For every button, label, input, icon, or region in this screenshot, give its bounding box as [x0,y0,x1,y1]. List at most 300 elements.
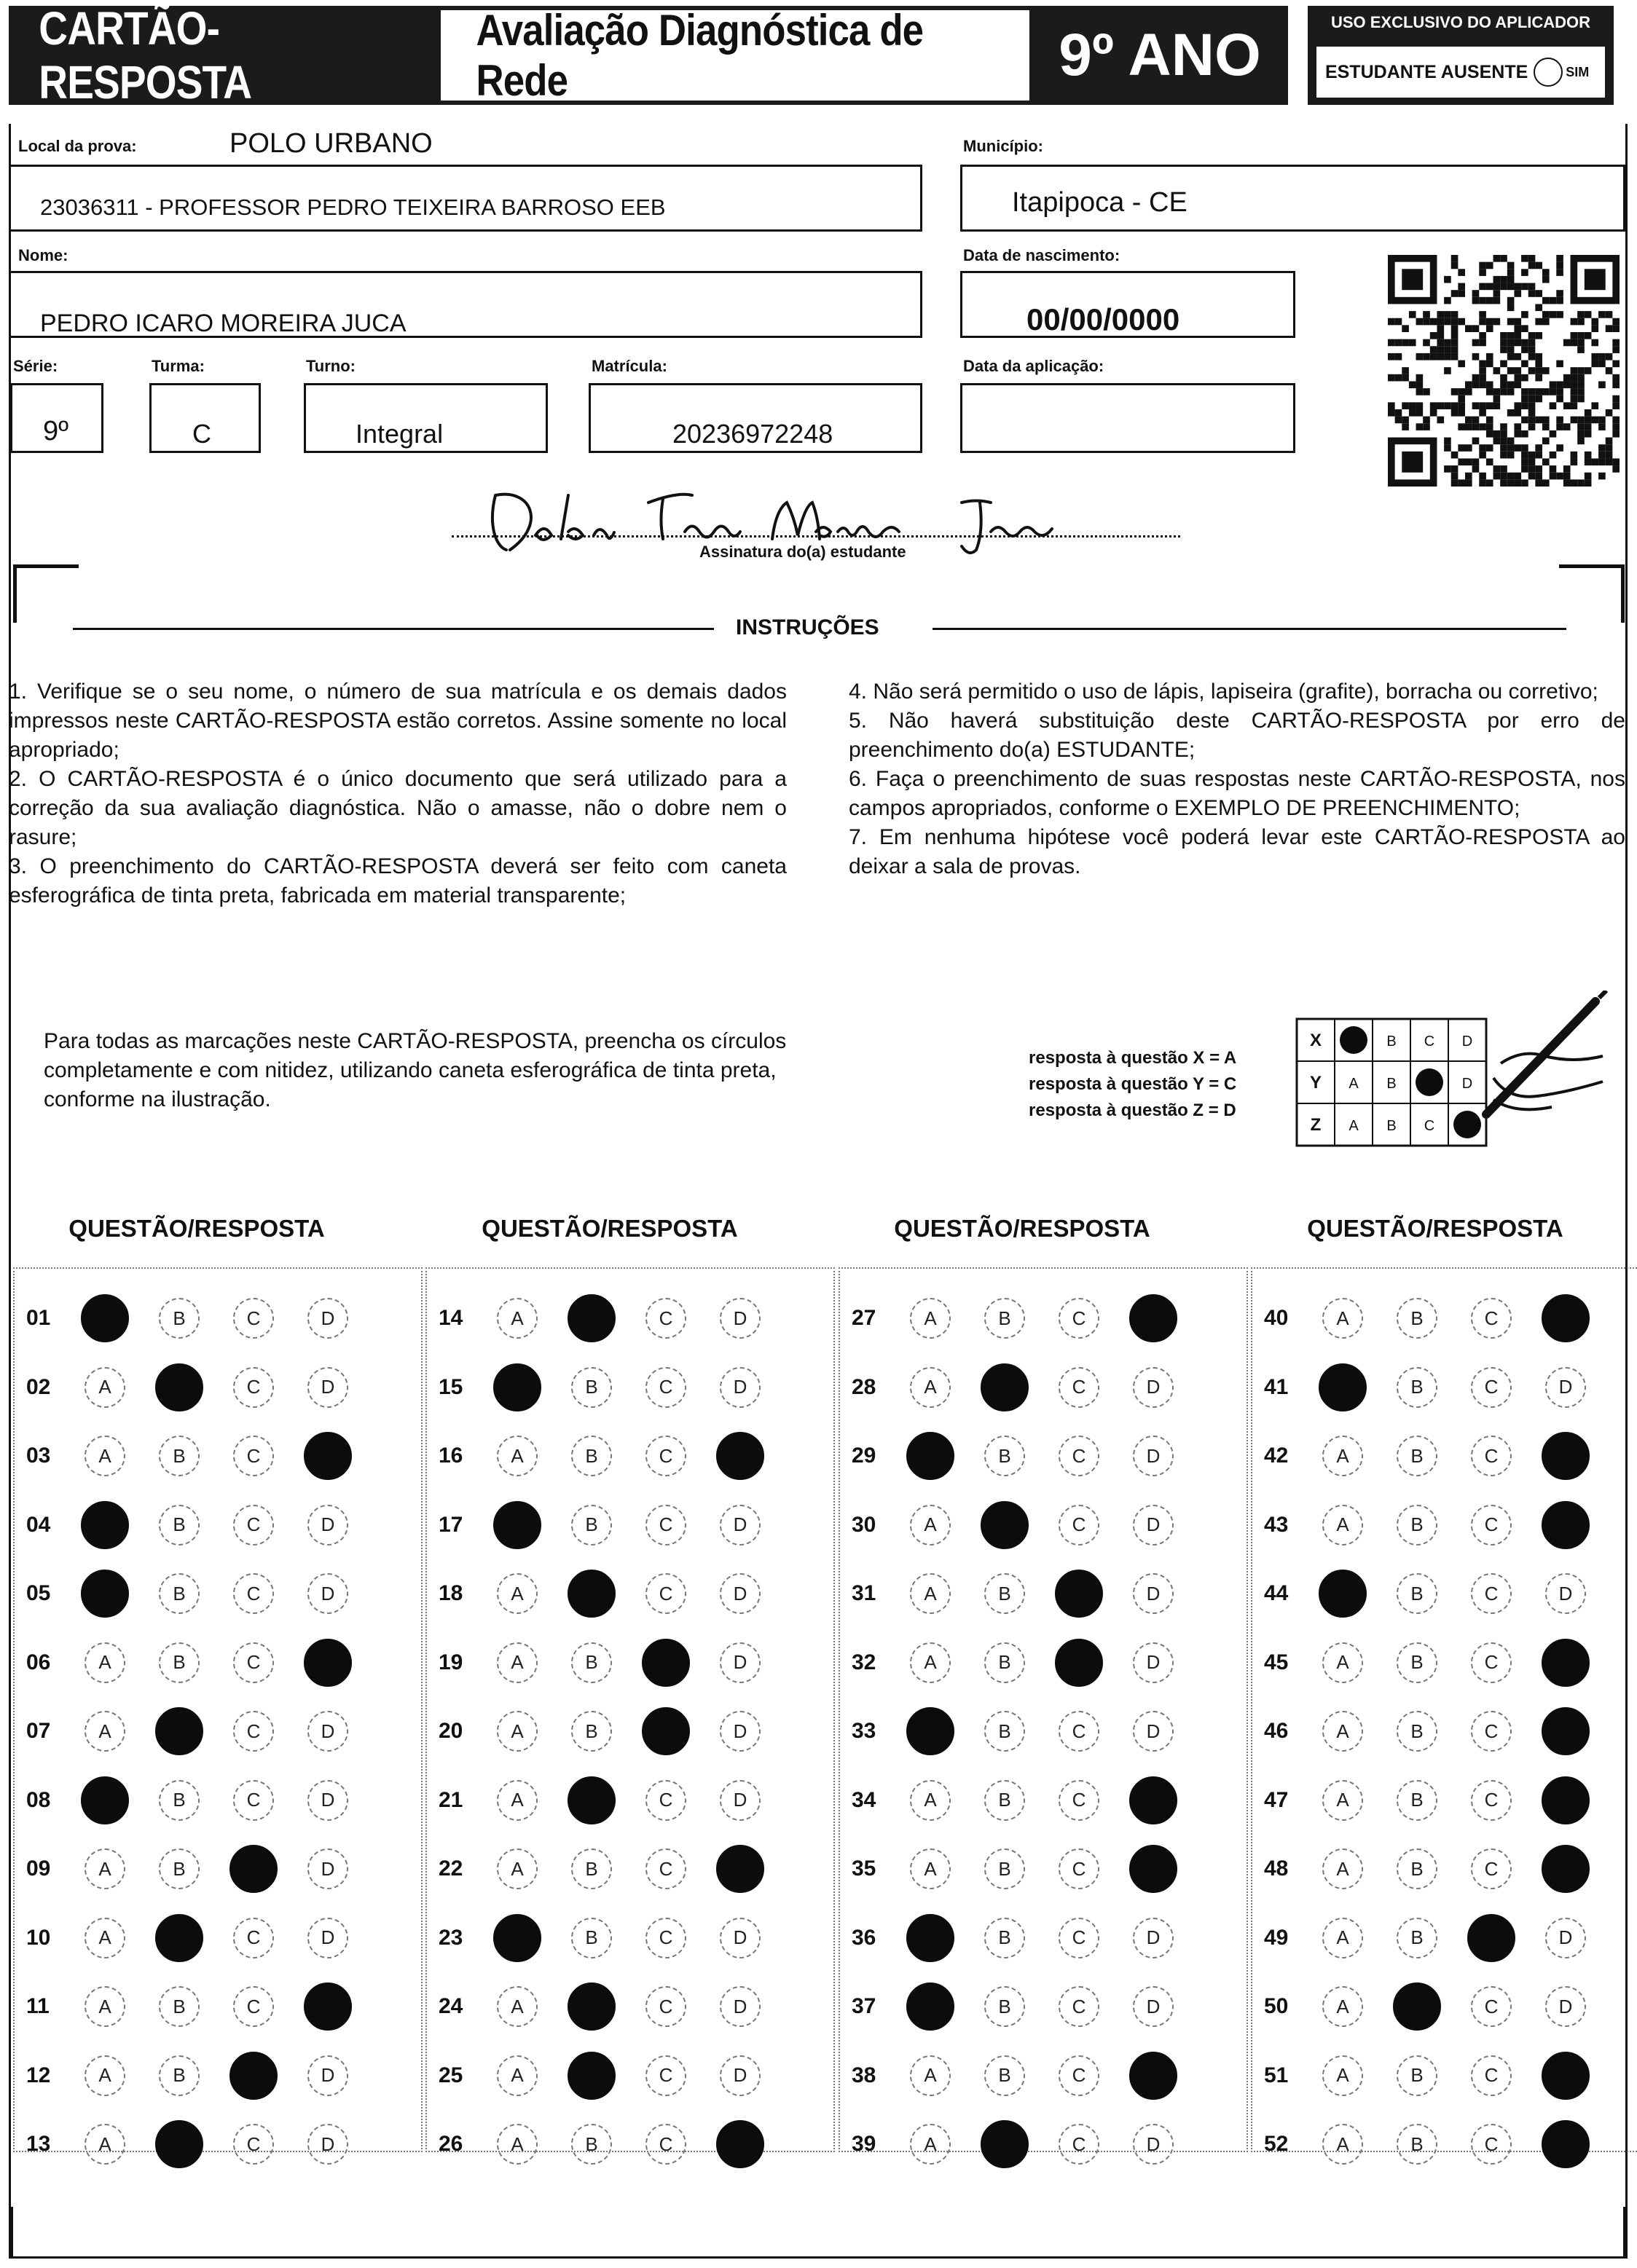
answer-bubble-c[interactable]: C [645,1986,686,2027]
answer-bubble-b[interactable]: B [1397,1711,1437,1752]
answer-bubble-c[interactable] [1055,1639,1103,1687]
answer-bubble-b[interactable]: B [1397,1848,1437,1889]
answer-bubble-b[interactable] [1393,1982,1441,2031]
answer-bubble-c[interactable]: C [645,1436,686,1476]
question-number: 09 [26,1856,51,1881]
aplicacao-field [960,383,1295,453]
answer-bubble-b[interactable]: B [159,1436,200,1476]
answer-bubble-a[interactable]: A [910,1642,951,1683]
answer-bubble-d[interactable]: D [307,1505,348,1546]
instruction-4: 4. Não será permitido o uso de lápis, lapiseira (grafite), borracha ou corretivo; [849,680,1598,704]
answer-bubble-c[interactable]: C [1471,2055,1512,2096]
answer-bubble-d[interactable] [1542,1639,1590,1687]
question-row-16 [430,1427,794,1485]
answer-bubble-a[interactable]: A [85,1986,125,2027]
answer-bubble-c[interactable]: C [1059,1436,1099,1476]
example-label-x: resposta à questão X = A [1029,1048,1237,1068]
answer-bubble-b[interactable]: B [159,1505,200,1546]
answer-bubble-c[interactable]: C [233,1505,274,1546]
question-number: 13 [26,2132,51,2156]
answer-bubble-a[interactable]: A [1322,1848,1363,1889]
answer-bubble-a[interactable]: A [497,1573,538,1614]
answers-title-4: QUESTÃO/RESPOSTA [1307,1215,1563,1242]
answer-bubble-c[interactable]: C [1471,1573,1512,1614]
answer-bubble-a[interactable]: A [1322,2055,1363,2096]
question-number: 07 [26,1719,51,1743]
answer-bubble-c[interactable]: C [645,1848,686,1889]
answer-bubble-d[interactable]: D [720,1918,761,1958]
local-label: Local da prova: [18,137,137,155]
example-option-label: C [1424,1118,1435,1134]
answer-bubble-b[interactable]: B [1397,2124,1437,2165]
answer-bubble-b[interactable]: B [984,1436,1025,1476]
answer-bubble-b[interactable] [155,1914,203,1962]
answer-bubble-a[interactable]: A [497,1780,538,1821]
answer-bubble-c[interactable]: C [1059,1505,1099,1546]
question-row-30 [843,1496,1207,1554]
answer-bubble-c[interactable]: C [645,1573,686,1614]
answer-bubble-b[interactable]: B [571,1436,612,1476]
answer-bubble-d[interactable]: D [1545,1986,1586,2027]
answer-bubble-b[interactable]: B [571,1505,612,1546]
answer-bubble-b[interactable]: B [984,1711,1025,1752]
question-row-15 [430,1358,794,1417]
answer-bubble-b[interactable]: B [984,2055,1025,2096]
answer-bubble-a[interactable] [81,1501,129,1549]
question-row-35 [843,1840,1207,1898]
answer-bubble-d[interactable]: D [307,2124,348,2165]
example-option-label: C [1424,1033,1435,1050]
question-number: 49 [1264,1925,1289,1950]
answer-bubble-c[interactable] [1467,1914,1515,1962]
question-number: 08 [26,1787,51,1812]
answer-bubble-c[interactable]: C [1471,1436,1512,1476]
answer-bubble-c[interactable] [642,1639,690,1687]
question-row-13 [17,2115,382,2173]
answer-bubble-a[interactable]: A [1322,1298,1363,1339]
answers-title-3: QUESTÃO/RESPOSTA [894,1215,1150,1242]
answer-bubble-b[interactable] [155,2120,203,2168]
answer-bubble-a[interactable]: A [1322,1918,1363,1958]
answer-bubble-d[interactable] [1129,2052,1177,2100]
answer-bubble-a[interactable]: A [497,1986,538,2027]
answer-bubble-d[interactable]: D [1133,1436,1174,1476]
answer-bubble-a[interactable]: A [85,1711,125,1752]
answer-bubble-b[interactable]: B [1397,2055,1437,2096]
answer-bubble-c[interactable]: C [1059,1986,1099,2027]
answer-bubble-a[interactable]: A [85,2055,125,2096]
answer-bubble-b[interactable] [568,1570,616,1618]
answer-bubble-c[interactable]: C [233,2124,274,2165]
answer-bubble-d[interactable] [1542,1501,1590,1549]
absent-label: ESTUDANTE AUSENTE [1325,61,1528,82]
answer-bubble-c[interactable]: C [645,1367,686,1408]
answer-bubble-d[interactable]: D [720,1986,761,2027]
answer-bubble-a[interactable]: A [1322,1436,1363,1476]
answer-bubble-c[interactable] [642,1707,690,1755]
answer-bubble-c[interactable]: C [1059,2055,1099,2096]
answer-bubble-b[interactable]: B [571,1918,612,1958]
answer-bubble-a[interactable]: A [85,1918,125,1958]
question-number: 22 [439,1856,463,1881]
question-number: 34 [852,1787,876,1812]
answer-bubble-d[interactable]: D [1133,1573,1174,1614]
answer-bubble-c[interactable]: C [1471,1848,1512,1889]
question-number: 04 [26,1512,51,1537]
answer-bubble-b[interactable]: B [1397,1367,1437,1408]
answer-bubble-a[interactable]: A [910,1573,951,1614]
question-number: 39 [852,2132,876,2156]
answer-bubble-c[interactable]: C [233,1711,274,1752]
card-title: CARTÃO-RESPOSTA [39,2,252,109]
answer-bubble-d[interactable] [1542,2120,1590,2168]
answer-bubble-b[interactable]: B [984,1298,1025,1339]
question-number: 24 [439,1994,463,2018]
answer-bubble-d[interactable]: D [1133,1642,1174,1683]
answer-bubble-c[interactable]: C [645,2124,686,2165]
answer-bubble-a[interactable] [493,1363,541,1411]
question-row-21 [430,1771,794,1830]
answer-bubble-b[interactable]: B [159,1986,200,2027]
answer-bubble-b[interactable] [981,1501,1029,1549]
answer-bubble-b[interactable] [568,1776,616,1824]
answer-bubble-a[interactable]: A [497,1642,538,1683]
answer-bubble-c[interactable]: C [233,1780,274,1821]
answer-bubble-b[interactable]: B [159,1298,200,1339]
answer-bubble-a[interactable] [493,1914,541,1962]
answer-bubble-c[interactable]: C [1471,1780,1512,1821]
answer-bubble-b[interactable]: B [984,1986,1025,2027]
answer-bubble-d[interactable] [304,1639,352,1687]
answer-bubble-b[interactable]: B [159,2055,200,2096]
answer-bubble-d[interactable]: D [720,1573,761,1614]
answer-bubble-b[interactable]: B [571,2124,612,2165]
qr-code [1388,255,1620,487]
answer-bubble-c[interactable] [229,1845,278,1893]
evaluation-title-text: Avaliação Diagnóstica de Rede [476,6,924,105]
answer-bubble-d[interactable]: D [1545,1367,1586,1408]
answer-bubble-d[interactable]: D [307,1918,348,1958]
answer-bubble-a[interactable] [906,1914,954,1962]
answer-bubble-d[interactable]: D [1133,2124,1174,2165]
answer-bubble-b[interactable] [155,1707,203,1755]
matricula-label: Matrícula: [592,357,667,375]
question-number: 29 [852,1444,876,1468]
answer-bubble-a[interactable]: A [1322,1642,1363,1683]
answer-bubble-a[interactable]: A [1322,1505,1363,1546]
answer-bubble-a[interactable] [493,1501,541,1549]
answer-bubble-c[interactable]: C [1059,1848,1099,1889]
answer-bubble-c[interactable]: C [1471,1367,1512,1408]
answer-bubble-c[interactable]: C [1471,2124,1512,2165]
answer-bubble-a[interactable] [81,1776,129,1824]
answer-bubble-a[interactable]: A [1322,1986,1363,2027]
question-number: 31 [852,1581,876,1605]
question-number: 43 [1264,1512,1289,1537]
corner-top-left [13,564,79,623]
answer-bubble-d[interactable] [1129,1845,1177,1893]
answer-bubble-b[interactable]: B [159,1848,200,1889]
answer-bubble-b[interactable]: B [1397,1780,1437,1821]
answer-bubble-d[interactable]: D [1545,1918,1586,1958]
answer-bubble-d[interactable]: D [1133,1986,1174,2027]
answer-bubble-d[interactable]: D [307,1780,348,1821]
turma-label: Turma: [152,357,205,375]
answer-bubble-d[interactable]: D [720,1780,761,1821]
answer-bubble-a[interactable]: A [85,1848,125,1889]
answer-bubble-d[interactable]: D [1133,1367,1174,1408]
instructions-left [9,677,787,910]
evaluation-title [441,6,1029,105]
question-number: 19 [439,1650,463,1674]
answer-bubble-d[interactable]: D [307,1711,348,1752]
answer-bubble-a[interactable] [906,1707,954,1755]
answer-bubble-a[interactable]: A [910,1848,951,1889]
answer-bubble-a[interactable]: A [85,1642,125,1683]
answer-bubble-c[interactable]: C [1059,1367,1099,1408]
answer-bubble-c[interactable]: C [645,1918,686,1958]
answer-bubble-b[interactable]: B [1397,1642,1437,1683]
instruction-2: 2. O CARTÃO-RESPOSTA é o único documento que será utilizado para a correção da sua avaliação diagnóstica. Não o amasse, não o dobre nem o rasure; [9,767,787,849]
answer-bubble-d[interactable] [1542,1432,1590,1480]
answer-bubble-b[interactable]: B [984,1642,1025,1683]
answer-bubble-a[interactable]: A [497,1711,538,1752]
answer-bubble-d[interactable]: D [307,1367,348,1408]
nascimento-label: Data de nascimento: [963,246,1120,264]
answer-bubble-b[interactable]: B [984,1573,1025,1614]
question-number: 05 [26,1581,51,1605]
answer-bubble-b[interactable]: B [1397,1436,1437,1476]
answer-bubble-c[interactable]: C [1471,1642,1512,1683]
answer-bubble-d[interactable]: D [720,1642,761,1683]
answer-bubble-c[interactable]: C [1059,1298,1099,1339]
answer-bubble-d[interactable]: D [720,1298,761,1339]
question-row-31 [843,1564,1207,1623]
answer-bubble-a[interactable]: A [910,1505,951,1546]
answer-bubble-b[interactable]: B [571,1367,612,1408]
example-labels [1029,1045,1236,1124]
answer-bubble-b[interactable] [568,1982,616,2031]
question-row-47 [1255,1771,1620,1830]
answer-bubble-d[interactable]: D [720,1367,761,1408]
answer-bubble-b[interactable]: B [159,1780,200,1821]
instruction-1: 1. Verifique se o seu nome, o número de sua matrícula e os demais dados impressos neste CARTÃO-RESPOSTA estão corretos. Assine somente no local apropriado; [9,680,787,762]
answer-bubble-c[interactable]: C [645,2055,686,2096]
bottom-rule [9,2256,1628,2259]
absent-bubble[interactable] [1534,58,1563,87]
answer-bubble-d[interactable]: D [1133,1918,1174,1958]
answer-bubble-a[interactable]: A [910,2124,951,2165]
answer-bubble-a[interactable]: A [85,1436,125,1476]
question-number: 14 [439,1306,463,1330]
corner-bottom-right [1623,2207,1628,2258]
answer-bubble-b[interactable]: B [159,1573,200,1614]
answer-bubble-a[interactable]: A [497,1298,538,1339]
question-row-23 [430,1909,794,1967]
answer-bubble-b[interactable]: B [159,1642,200,1683]
answer-bubble-a[interactable]: A [910,1780,951,1821]
answer-bubble-a[interactable] [906,1982,954,2031]
answer-bubble-a[interactable]: A [910,1367,951,1408]
answer-bubble-c[interactable]: C [1471,1986,1512,2027]
question-row-41 [1255,1358,1620,1417]
question-number: 47 [1264,1787,1289,1812]
question-number: 21 [439,1787,463,1812]
answer-bubble-b[interactable]: B [984,1918,1025,1958]
example-option-label: B [1386,1118,1397,1134]
answer-bubble-c[interactable]: C [1059,2124,1099,2165]
answer-bubble-b[interactable] [981,1363,1029,1411]
question-row-22 [430,1840,794,1898]
answer-bubble-a[interactable]: A [85,2124,125,2165]
answer-bubble-a[interactable]: A [1322,2124,1363,2165]
answer-bubble-a[interactable] [81,1570,129,1618]
answer-bubble-b[interactable] [568,2052,616,2100]
answer-bubble-d[interactable]: D [720,2055,761,2096]
question-row-29 [843,1427,1207,1485]
answer-bubble-c[interactable]: C [1059,1711,1099,1752]
question-row-27 [843,1289,1207,1347]
fill-instructions: Para todas as marcações neste CARTÃO-RESPOSTA, preencha os círculos completamente e com nitidez, utilizando caneta esferográfica de tinta preta, conforme na ilustração. [44,1029,787,1111]
question-row-14 [430,1289,794,1347]
answer-bubble-b[interactable]: B [571,1642,612,1683]
question-row-46 [1255,1702,1620,1760]
answer-bubble-d[interactable] [1542,1707,1590,1755]
answer-bubble-a[interactable]: A [1322,1780,1363,1821]
answer-bubble-a[interactable] [1319,1570,1367,1618]
answer-bubble-b[interactable]: B [1397,1505,1437,1546]
answer-bubble-b[interactable]: B [1397,1918,1437,1958]
answer-bubble-c[interactable] [1055,1570,1103,1618]
answer-bubble-c[interactable]: C [645,1298,686,1339]
answer-bubble-a[interactable] [81,1294,129,1342]
answer-bubble-d[interactable] [716,2120,764,2168]
answer-bubble-c[interactable]: C [233,1986,274,2027]
answer-bubble-d[interactable] [1129,1294,1177,1342]
answer-bubble-b[interactable]: B [984,1848,1025,1889]
question-row-48 [1255,1840,1620,1898]
answer-bubble-d[interactable] [1129,1776,1177,1824]
question-number: 15 [439,1374,463,1399]
answer-bubble-d[interactable]: D [307,2055,348,2096]
answer-bubble-b[interactable]: B [984,1780,1025,1821]
pen-hand-illustration [1450,991,1632,1136]
answer-bubble-a[interactable]: A [1322,1711,1363,1752]
answer-bubble-d[interactable] [304,1982,352,2031]
question-row-40 [1255,1289,1620,1347]
answer-bubble-d[interactable] [1542,2052,1590,2100]
answer-bubble-b[interactable] [568,1294,616,1342]
answer-bubble-a[interactable]: A [910,1298,951,1339]
answer-bubble-c[interactable]: C [645,1780,686,1821]
example-option-label: D [1461,1033,1473,1050]
answer-bubble-c[interactable]: C [233,1298,274,1339]
answer-bubble-d[interactable]: D [720,1711,761,1752]
answer-bubble-c[interactable]: C [1471,1298,1512,1339]
answer-bubble-c[interactable]: C [1059,1918,1099,1958]
example-option-label: B [1386,1076,1397,1092]
turno-value: Integral [356,419,444,449]
answer-bubble-c[interactable]: C [1471,1711,1512,1752]
answer-bubble-c[interactable]: C [233,1642,274,1683]
answer-bubble-d[interactable] [1542,1294,1590,1342]
answer-bubble-b[interactable]: B [571,1711,612,1752]
nascimento-value: 00/00/0000 [1026,302,1180,336]
answer-bubble-c[interactable]: C [233,1573,274,1614]
question-row-10 [17,1909,382,1967]
school-value: 23036311 - PROFESSOR PEDRO TEIXEIRA BARROSO EEB [40,194,666,220]
question-number: 32 [852,1650,876,1674]
answer-bubble-b[interactable] [155,1363,203,1411]
question-row-17 [430,1496,794,1554]
answer-bubble-d[interactable]: D [307,1298,348,1339]
question-row-20 [430,1702,794,1760]
answer-bubble-c[interactable]: C [1471,1505,1512,1546]
answer-bubble-a[interactable]: A [497,1848,538,1889]
question-row-09 [17,1840,382,1898]
question-row-07 [17,1702,382,1760]
answer-bubble-b[interactable]: B [571,1848,612,1889]
answer-bubble-d[interactable]: D [1133,1505,1174,1546]
answer-bubble-d[interactable] [716,1845,764,1893]
question-number: 06 [26,1650,51,1674]
answer-bubble-b[interactable] [981,2120,1029,2168]
answer-bubble-c[interactable]: C [233,1436,274,1476]
turma-field [149,383,261,453]
question-row-38 [843,2047,1207,2105]
serie-label: Série: [13,357,58,375]
answer-bubble-c[interactable]: C [645,1505,686,1546]
answer-bubble-c[interactable]: C [233,1918,274,1958]
answer-bubble-a[interactable]: A [85,1367,125,1408]
answer-bubble-d[interactable] [1542,1776,1590,1824]
question-number: 48 [1264,1856,1289,1881]
answer-bubble-d[interactable] [716,1432,764,1480]
answer-bubble-a[interactable]: A [910,2055,951,2096]
answers-title-2: QUESTÃO/RESPOSTA [482,1215,738,1242]
answer-bubble-a[interactable]: A [497,2124,538,2165]
applicator-box [1308,6,1614,105]
answer-bubble-a[interactable]: A [497,1436,538,1476]
corner-top-right [1559,564,1625,623]
instruction-6: 6. Faça o preenchimento de suas respostas neste CARTÃO-RESPOSTA, nos campos apropriados, conforme o EXEMPLO DE PREENCHIMENTO; [849,767,1625,820]
answer-bubble-d[interactable]: D [1133,1711,1174,1752]
example-question-label: X [1309,1031,1322,1050]
answer-bubble-c[interactable]: C [233,1367,274,1408]
answer-bubble-c[interactable] [229,2052,278,2100]
answer-bubble-c[interactable]: C [1059,1780,1099,1821]
answer-bubble-d[interactable]: D [307,1848,348,1889]
question-number: 12 [26,2063,51,2087]
answer-bubble-b[interactable]: B [1397,1298,1437,1339]
answer-bubble-a[interactable] [906,1432,954,1480]
nascimento-field [960,271,1295,338]
question-number: 50 [1264,1994,1289,2018]
answer-bubble-d[interactable] [1542,1845,1590,1893]
answer-bubble-d[interactable]: D [720,1505,761,1546]
question-row-19 [430,1634,794,1692]
answer-bubble-d[interactable]: D [307,1573,348,1614]
nome-label: Nome: [18,246,68,264]
answer-bubble-b[interactable]: B [1397,1573,1437,1614]
answer-bubble-d[interactable]: D [1545,1573,1586,1614]
answer-bubble-a[interactable]: A [497,2055,538,2096]
answer-bubble-d[interactable] [304,1432,352,1480]
school-field [9,165,922,232]
question-row-36 [843,1909,1207,1967]
municipio-value: Itapipoca - CE [1012,187,1187,218]
answer-bubble-a[interactable] [1319,1363,1367,1411]
